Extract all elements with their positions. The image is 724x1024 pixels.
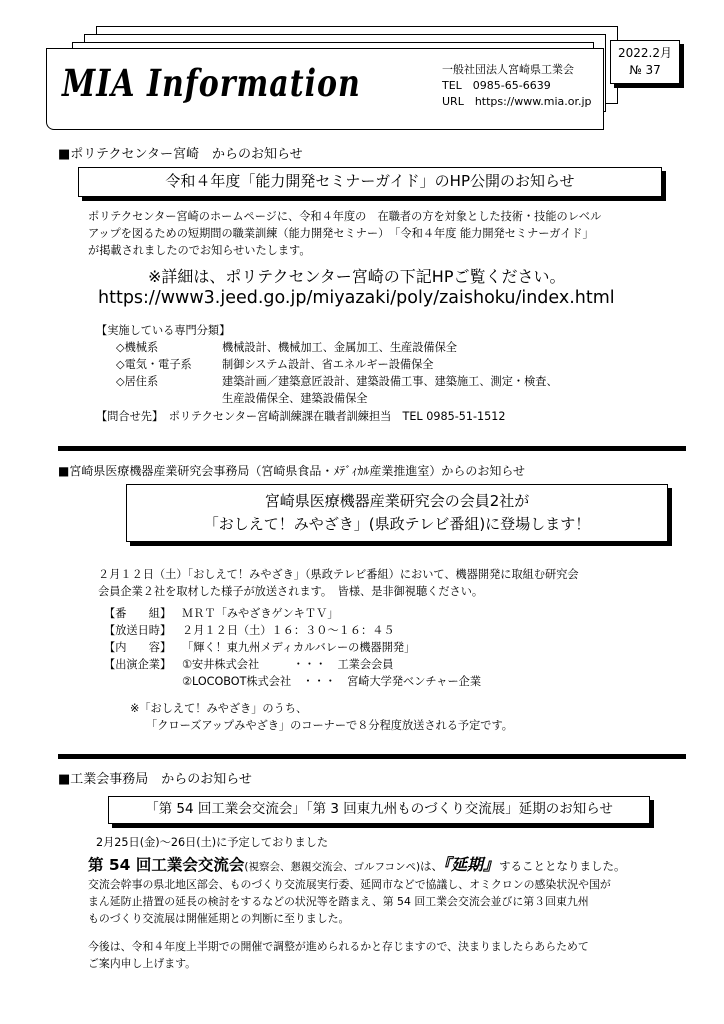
field-name: ◇居住系 bbox=[116, 375, 159, 388]
org-name: 一般社団法人宮崎県工業会 bbox=[442, 63, 574, 76]
section2-body bbox=[98, 566, 579, 600]
section3-closing-line: 今後は、令和４年度上半期での開催で調整が進められるかと存じますので、決まりましたらあらためて bbox=[88, 940, 589, 953]
organization-info bbox=[442, 62, 592, 110]
section3-heading: ■工業会事務局 からのお知らせ bbox=[58, 772, 252, 787]
section-divider bbox=[58, 754, 686, 759]
detail-row bbox=[104, 622, 481, 639]
detail-label bbox=[104, 673, 182, 690]
section1-link-url[interactable]: https://www3.jeed.go.jp/miyazaki/poly/zaishoku/index.html bbox=[98, 288, 615, 308]
detail-label: 【出演企業】 bbox=[104, 658, 172, 671]
section3-body-line: ものづくり交流展は開催延期との判断に至りました。 bbox=[88, 912, 350, 925]
section2-heading: ■宮崎県医療機器産業研究会事務局（宮崎県食品・ﾒﾃﾞｨｶﾙ産業推進室）からのお知らせ bbox=[58, 464, 525, 478]
detail-row bbox=[104, 656, 481, 673]
detail-label: 【番 組】 bbox=[104, 607, 172, 620]
section1-title: 令和４年度「能力開発セミナーガイド」のHP公開のお知らせ bbox=[165, 172, 575, 190]
detail-value: ①安井株式会社 ・・・ 工業会会員 bbox=[182, 658, 394, 671]
section1-title-box bbox=[78, 167, 662, 197]
section3-closing bbox=[88, 938, 589, 972]
section3-title-box bbox=[108, 796, 650, 824]
section2-title-line: 宮崎県医療機器産業研究会の会員2社が bbox=[264, 492, 530, 510]
section2-note-line: 「クローズアップみやざき」のコーナーで８分程度放送される予定です。 bbox=[146, 719, 513, 732]
field-detail: 生産設備保全、建築設備保全 bbox=[222, 392, 368, 405]
section-divider bbox=[58, 446, 686, 451]
detail-value: ＭＲＴ「みやざきゲンキＴＶ」 bbox=[182, 607, 339, 620]
detail-value: ２月１２日（土）１６：３０～１６：４５ bbox=[182, 624, 395, 637]
section2-title-line: 「おしえて！みやざき」(県政テレビ番組)に登場します！ bbox=[203, 515, 591, 533]
section3-date-line: 2月25日(金)～26日(土)に予定しておりました bbox=[96, 836, 329, 849]
field-name: ◇機械系 bbox=[116, 341, 159, 354]
detail-label: 【内 容】 bbox=[104, 641, 172, 654]
section2-title-box bbox=[126, 484, 668, 542]
event-name: 第 54 回工業会交流会 bbox=[88, 856, 245, 874]
section3-body-line: 交流会幹事の県北地区部会、ものづくり交流展実行委、延岡市などで協議し、オミクロンの感染状況や国が bbox=[88, 878, 611, 891]
detail-value: 「輝く！東九州メディカルバレーの機器開発」 bbox=[182, 641, 416, 654]
issue-number: № 37 bbox=[629, 63, 661, 77]
section2-note-line: ※「おしえて！みやざき」のうち、 bbox=[130, 702, 308, 715]
detail-value: ②LOCOBOT株式会社 ・・・ 宮崎大学発ベンチャー企業 bbox=[182, 675, 482, 688]
field-name bbox=[116, 390, 222, 407]
section3-closing-line: ご案内申し上げます。 bbox=[88, 957, 197, 970]
section1-fields-heading: 【実施している専門分類】 bbox=[96, 324, 231, 337]
detail-row bbox=[104, 639, 481, 656]
field-name: ◇電気・電子系 bbox=[116, 358, 192, 371]
org-tel: TEL 0985-65-6639 bbox=[442, 79, 551, 92]
event-particle: は、 bbox=[420, 859, 444, 873]
issue-box bbox=[610, 40, 680, 84]
section3-body-line: まん延防止措置の延長の検討をするなどの状況等を踏まえ、第 54 回工業会交流会並びに第３回東九州 bbox=[88, 895, 589, 908]
section3-body bbox=[88, 876, 611, 927]
section3-title: 「第 54 回工業会交流会」「第 3 回東九州ものづくり交流展」延期のお知らせ bbox=[145, 801, 613, 817]
section1-body-line: アップを図るための短期間の職業訓練（能力開発セミナー） 「令和４年度 能力開発セミナーガイド」 bbox=[88, 227, 594, 240]
section1-body-line: が掲載されましたのでお知らせいたします。 bbox=[88, 244, 311, 257]
detail-row bbox=[104, 605, 481, 622]
section3-event-line bbox=[88, 852, 626, 875]
field-row bbox=[116, 373, 558, 390]
section1-contact: 【問合せ先】 ポリテクセンター宮崎訓練課在職者訓練担当 TEL 0985-51-1512 bbox=[96, 410, 506, 423]
field-detail: 建築計画／建築意匠設計、建築設備工事、建築施工、測定・検査、 bbox=[222, 375, 558, 388]
detail-label: 【放送日時】 bbox=[104, 624, 172, 637]
field-row bbox=[116, 390, 558, 407]
section2-note bbox=[130, 700, 513, 734]
section1-body bbox=[88, 208, 601, 259]
field-detail: 制御システム設計、省エネルギー設備保全 bbox=[222, 358, 434, 371]
issue-date: 2022.2月 bbox=[618, 46, 672, 60]
section2-body-line: ２月１２日（土）「おしえて！みやざき」（県政テレビ番組）において、機器開発に取組む研究会 bbox=[98, 568, 579, 581]
event-postponed: 『延期』 bbox=[443, 855, 500, 874]
section1-detail-note: ※詳細は、ポリテクセンター宮崎の下記HPご覧ください。 bbox=[148, 267, 566, 286]
newsletter-title: MIA Information bbox=[62, 62, 361, 106]
event-activities: (視察会、懇親交流会、ゴルフコンペ) bbox=[244, 861, 421, 873]
section1-heading: ■ポリテクセンター宮崎 からのお知らせ bbox=[58, 147, 303, 162]
event-end: することとなりました。 bbox=[499, 859, 626, 873]
section1-body-line: ポリテクセンター宮崎のホームページに、令和４年度の 在職者の方を対象とした技術・技能のレベル bbox=[88, 210, 602, 223]
org-url: URL https://www.mia.or.jp bbox=[442, 95, 592, 108]
section2-body-line: 会員企業２社を取材した様子が放送されます。 皆様、是非御視聴ください。 bbox=[98, 585, 484, 598]
field-row bbox=[116, 339, 558, 356]
detail-row bbox=[104, 673, 481, 690]
section1-fields bbox=[116, 339, 558, 407]
field-row bbox=[116, 356, 558, 373]
section2-details bbox=[104, 605, 481, 690]
field-detail: 機械設計、機械加工、金属加工、生産設備保全 bbox=[222, 341, 457, 354]
